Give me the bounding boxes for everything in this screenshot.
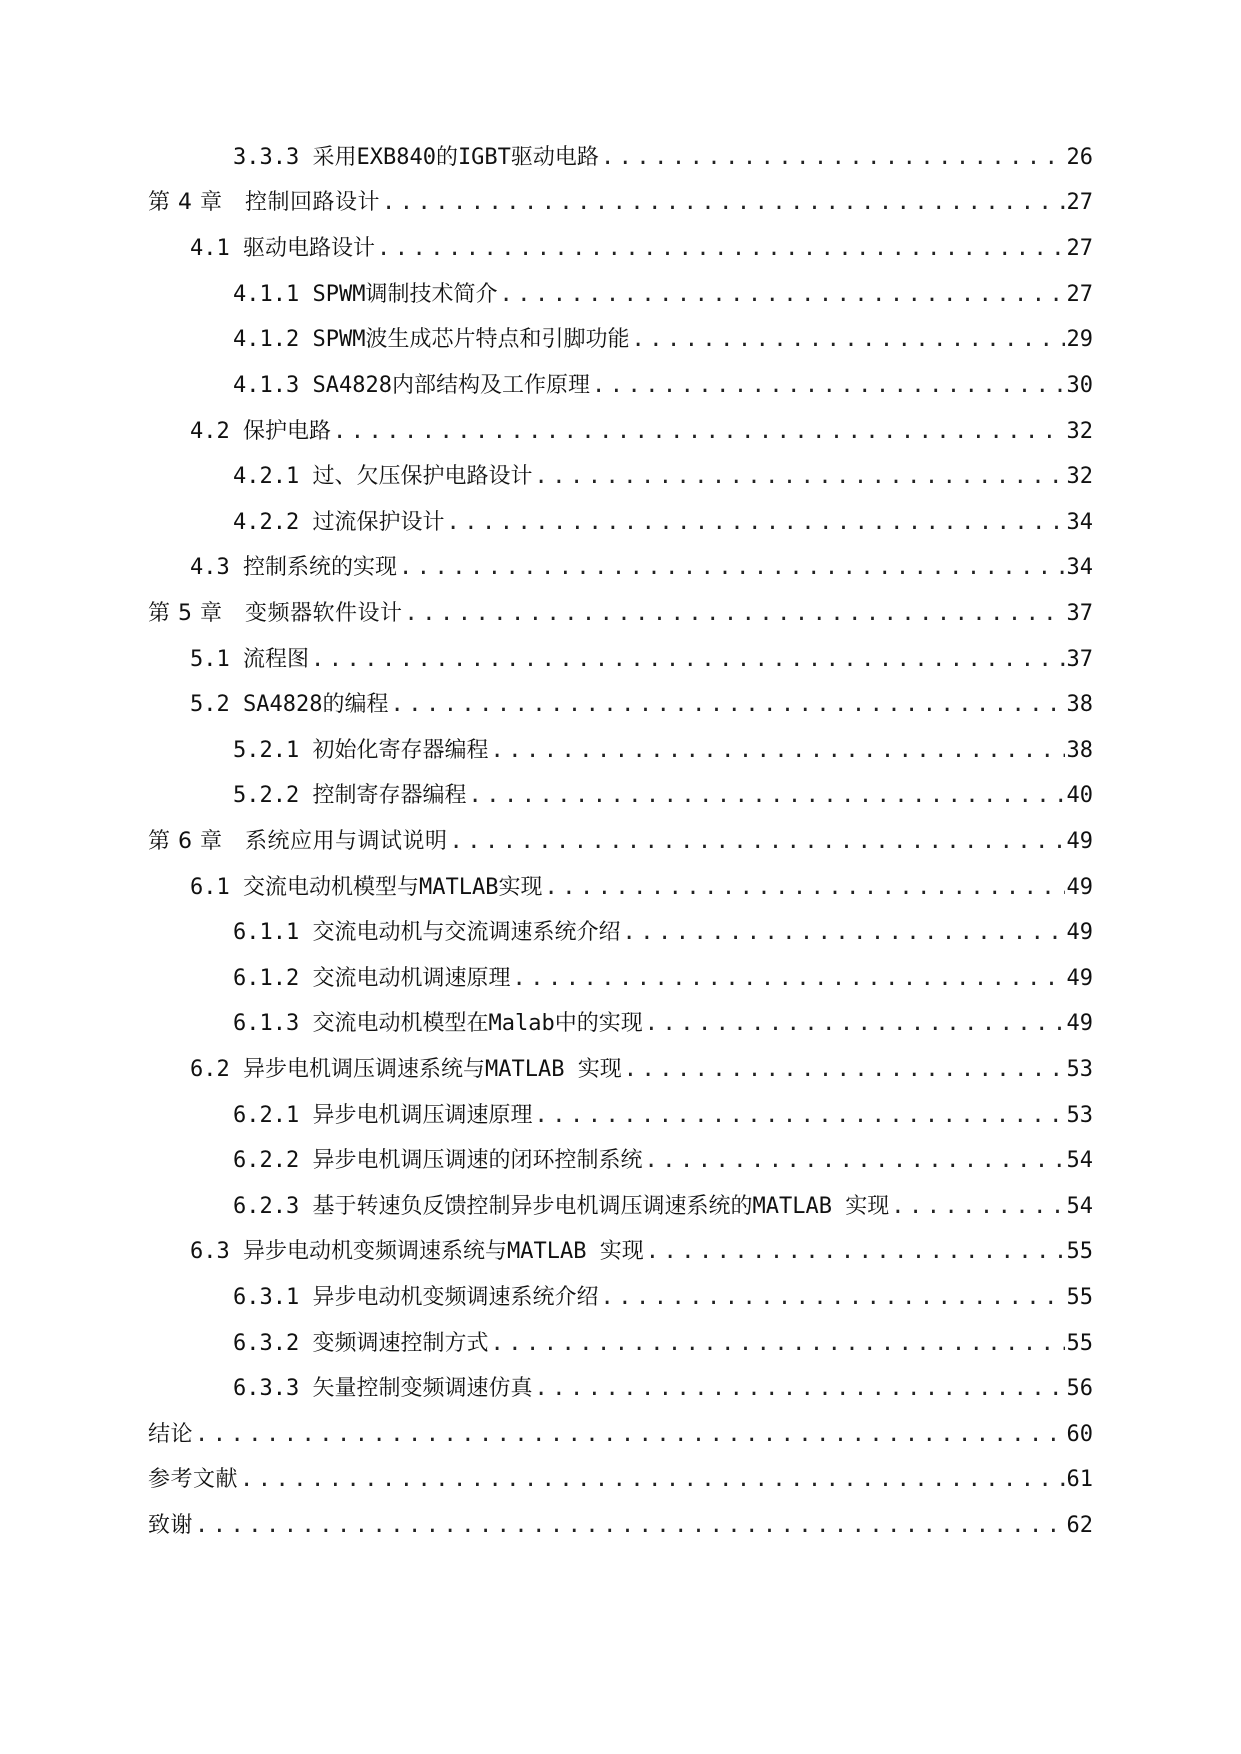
dot-leader	[624, 1054, 1065, 1086]
toc-entry-title: 4.3 控制系统的实现	[190, 555, 397, 580]
toc-entry[interactable]	[233, 461, 1093, 493]
toc-page-number: 34	[1066, 555, 1093, 580]
dot-leader	[600, 1282, 1064, 1314]
dot-leader	[399, 552, 1065, 584]
toc-page-number: 38	[1066, 738, 1093, 763]
toc-entry-title: 第 6 章 系统应用与调试说明	[148, 829, 448, 854]
toc-page-number: 40	[1066, 783, 1093, 808]
toc-page-number: 61	[1066, 1467, 1093, 1492]
toc-page-number: 53	[1066, 1103, 1093, 1128]
toc-page-number: 49	[1066, 829, 1093, 854]
dot-leader	[449, 826, 1064, 858]
toc-page-number: 49	[1066, 875, 1093, 900]
toc-entry[interactable]	[233, 1328, 1093, 1360]
dot-leader	[377, 233, 1065, 265]
dot-leader	[646, 1236, 1065, 1268]
toc-page-number: 32	[1066, 464, 1093, 489]
toc-page-number: 27	[1066, 282, 1093, 307]
toc-entry-title: 3.3.3 采用EXB840的IGBT驱动电路	[233, 145, 599, 170]
toc-entry[interactable]	[233, 1145, 1093, 1177]
dot-leader	[631, 324, 1064, 356]
toc-entry[interactable]	[233, 917, 1093, 949]
toc-page-number: 26	[1066, 145, 1093, 170]
toc-entry[interactable]	[233, 1282, 1093, 1314]
dot-leader	[468, 780, 1064, 812]
toc-page-number: 49	[1066, 966, 1093, 991]
toc-entry[interactable]	[233, 279, 1093, 311]
toc-entry[interactable]	[233, 735, 1093, 767]
dot-leader	[534, 1373, 1064, 1405]
toc-entry-title: 6.2 异步电机调压调速系统与MATLAB 实现	[190, 1057, 622, 1082]
toc-entry[interactable]	[148, 826, 1093, 858]
toc-entry[interactable]	[233, 780, 1093, 812]
toc-page-number: 55	[1066, 1239, 1093, 1264]
toc-entry-title: 4.2.2 过流保护设计	[233, 510, 445, 535]
toc-page-number: 49	[1066, 920, 1093, 945]
toc-entry-title: 5.2 SA4828的编程	[190, 692, 389, 717]
toc-page-number: 34	[1066, 510, 1093, 535]
dot-leader	[544, 872, 1064, 904]
toc-entry[interactable]	[190, 1054, 1093, 1086]
toc-entry-title: 第 4 章 控制回路设计	[148, 190, 380, 215]
toc-entry[interactable]	[148, 1510, 1093, 1542]
toc-entry[interactable]	[190, 872, 1093, 904]
dot-leader	[195, 1419, 1064, 1451]
toc-entry[interactable]	[233, 1008, 1093, 1040]
toc-page-number: 60	[1066, 1422, 1093, 1447]
dot-leader	[195, 1510, 1064, 1542]
toc-entry-title: 6.1.3 交流电动机模型在Malab中的实现	[233, 1011, 643, 1036]
dot-leader	[622, 917, 1064, 949]
toc-entry[interactable]	[233, 142, 1093, 174]
toc-page-number: 27	[1066, 190, 1093, 215]
toc-entry-title: 4.1.3 SA4828内部结构及工作原理	[233, 373, 590, 398]
toc-entry-title: 致谢	[148, 1513, 194, 1538]
toc-page-number: 53	[1066, 1057, 1093, 1082]
toc-page-number: 56	[1066, 1376, 1093, 1401]
toc-entry-title: 6.3.2 变频调速控制方式	[233, 1331, 489, 1356]
toc-entry[interactable]	[233, 1100, 1093, 1132]
toc-entry[interactable]	[190, 552, 1093, 584]
toc-entry[interactable]	[233, 507, 1093, 539]
toc-entry-title: 4.1 驱动电路设计	[190, 236, 375, 261]
toc-page-number: 49	[1066, 1011, 1093, 1036]
toc-entry[interactable]	[190, 689, 1093, 721]
toc-entry-title: 6.1.1 交流电动机与交流调速系统介绍	[233, 920, 621, 945]
toc-entry-title: 5.1 流程图	[190, 647, 309, 672]
dot-leader	[333, 416, 1065, 448]
dot-leader	[240, 1464, 1064, 1496]
dot-leader	[601, 142, 1065, 174]
dot-leader	[382, 187, 1065, 219]
toc-entry-title: 5.2.1 初始化寄存器编程	[233, 738, 489, 763]
toc-page-number: 38	[1066, 692, 1093, 717]
toc-entry[interactable]	[190, 416, 1093, 448]
toc-entry-title: 参考文献	[148, 1467, 239, 1492]
toc-entry[interactable]	[190, 1236, 1093, 1268]
toc-entry-title: 6.3 异步电动机变频调速系统与MATLAB 实现	[190, 1239, 644, 1264]
dot-leader	[499, 279, 1064, 311]
dot-leader	[645, 1008, 1065, 1040]
toc-page-number: 62	[1066, 1513, 1093, 1538]
toc-entry-title: 结论	[148, 1422, 194, 1447]
toc-entry[interactable]	[233, 370, 1093, 402]
toc-entry[interactable]	[148, 1464, 1093, 1496]
toc-entry[interactable]	[148, 1419, 1093, 1451]
dot-leader	[534, 461, 1064, 493]
toc-entry-title: 6.1 交流电动机模型与MATLAB实现	[190, 875, 543, 900]
toc-entry-title: 4.1.2 SPWM波生成芯片特点和引脚功能	[233, 327, 630, 352]
toc-page-number: 55	[1066, 1285, 1093, 1310]
toc-page-number: 29	[1066, 327, 1093, 352]
dot-leader	[446, 507, 1064, 539]
dot-leader	[390, 689, 1064, 721]
toc-entry-title: 4.1.1 SPWM调制技术简介	[233, 282, 498, 307]
toc-entry-title: 5.2.2 控制寄存器编程	[233, 783, 467, 808]
dot-leader	[404, 598, 1064, 630]
toc-entry-title: 6.1.2 交流电动机调速原理	[233, 966, 511, 991]
toc-page-number: 55	[1066, 1331, 1093, 1356]
dot-leader	[311, 644, 1065, 676]
toc-entry-title: 6.3.1 异步电动机变频调速系统介绍	[233, 1285, 599, 1310]
toc-entry-title: 6.2.2 异步电机调压调速的闭环控制系统	[233, 1148, 643, 1173]
toc-entry-title: 6.2.1 异步电机调压调速原理	[233, 1103, 533, 1128]
toc-page-number: 37	[1066, 647, 1093, 672]
toc-page-number: 32	[1066, 419, 1093, 444]
toc-entry-title: 6.2.3 基于转速负反馈控制异步电机调压调速系统的MATLAB 实现	[233, 1194, 890, 1219]
toc-entry[interactable]	[190, 233, 1093, 265]
toc-entry[interactable]	[148, 598, 1093, 630]
toc-entry[interactable]	[233, 1191, 1093, 1223]
toc-page-number: 37	[1066, 601, 1093, 626]
toc-entry[interactable]	[233, 1373, 1093, 1405]
toc-page-number: 54	[1066, 1148, 1093, 1173]
toc-entry-title: 6.3.3 矢量控制变频调速仿真	[233, 1376, 533, 1401]
toc-entry[interactable]	[233, 324, 1093, 356]
toc-entry[interactable]	[190, 644, 1093, 676]
toc-page-number: 54	[1066, 1194, 1093, 1219]
dot-leader	[490, 735, 1064, 767]
toc-entry-title: 第 5 章 变频器软件设计	[148, 601, 403, 626]
toc-entry-title: 4.2 保护电路	[190, 419, 331, 444]
toc-page-number: 27	[1066, 236, 1093, 261]
dot-leader	[490, 1328, 1064, 1360]
dot-leader	[644, 1145, 1064, 1177]
dot-leader	[512, 963, 1064, 995]
toc-entry[interactable]	[233, 963, 1093, 995]
dot-leader	[891, 1191, 1064, 1223]
toc-page-number: 30	[1066, 373, 1093, 398]
dot-leader	[592, 370, 1065, 402]
toc-entry[interactable]	[148, 187, 1093, 219]
dot-leader	[534, 1100, 1064, 1132]
toc-entry-title: 4.2.1 过、欠压保护电路设计	[233, 464, 533, 489]
